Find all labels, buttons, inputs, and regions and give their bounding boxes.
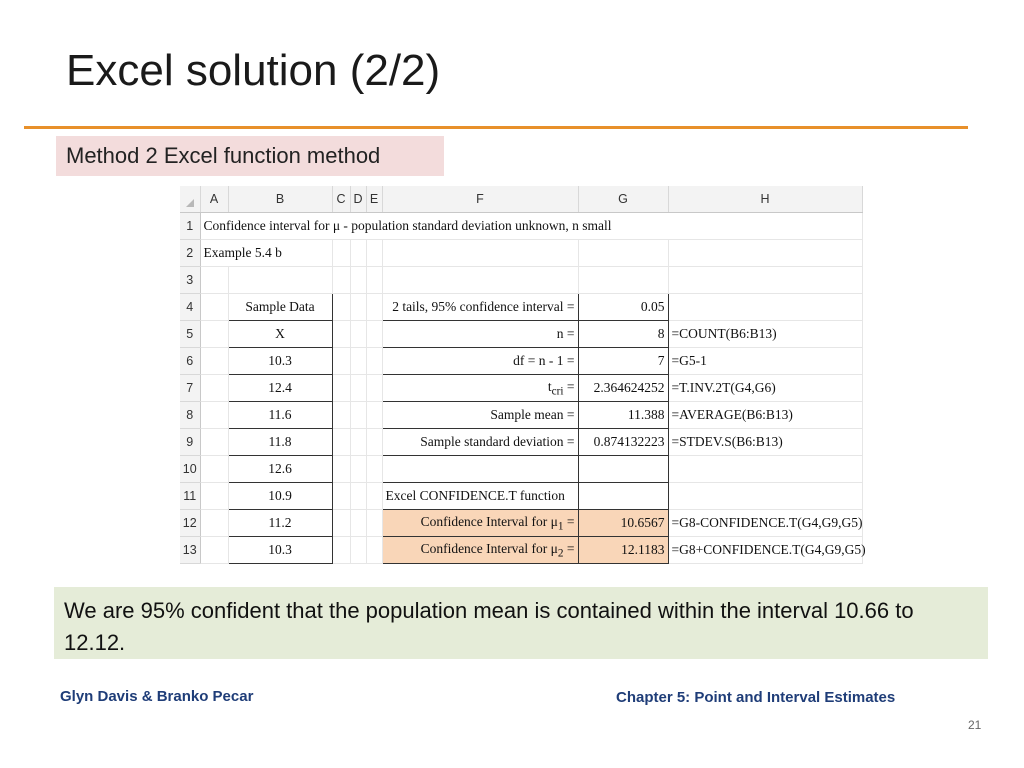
row-header[interactable]: 1 — [180, 213, 200, 240]
cell-g7-value[interactable]: 2.364624252 — [578, 375, 668, 402]
cell[interactable] — [668, 483, 862, 510]
cell-a1-title[interactable]: Confidence interval for μ - population standard deviation unknown, n small — [200, 213, 862, 240]
cell[interactable] — [366, 294, 382, 321]
cell[interactable] — [200, 483, 228, 510]
cell-h8-formula[interactable]: =AVERAGE(B6:B13) — [668, 402, 862, 429]
cell[interactable] — [668, 267, 862, 294]
column-header-e[interactable]: E — [366, 186, 382, 213]
cell[interactable] — [200, 402, 228, 429]
cell[interactable] — [366, 510, 382, 537]
cell-f12-label[interactable] — [382, 510, 578, 537]
cell[interactable] — [350, 429, 366, 456]
cell[interactable] — [382, 240, 578, 267]
row-header[interactable]: 7 — [180, 375, 200, 402]
ci1-equals: = — [563, 513, 575, 529]
cell-f13-label[interactable] — [382, 537, 578, 564]
cell[interactable] — [668, 456, 862, 483]
sheet-row — [180, 537, 862, 564]
cell[interactable] — [350, 321, 366, 348]
cell[interactable] — [350, 375, 366, 402]
spreadsheet-grid — [180, 186, 866, 564]
sample-value-cell[interactable]: 10.9 — [228, 483, 332, 510]
cell-h7-formula[interactable]: =T.INV.2T(G4,G6) — [668, 375, 862, 402]
cell-f4-label[interactable]: 2 tails, 95% confidence interval = — [382, 294, 578, 321]
page-number: 21 — [968, 718, 982, 732]
cell[interactable] — [366, 267, 382, 294]
cell-f6-label[interactable]: df = n - 1 = — [382, 348, 578, 375]
cell[interactable] — [350, 483, 366, 510]
sheet-row — [180, 456, 862, 483]
column-header-a[interactable]: A — [200, 186, 228, 213]
column-header-h[interactable]: H — [668, 186, 862, 213]
cell[interactable] — [200, 267, 228, 294]
cell[interactable] — [366, 537, 382, 564]
cell-f7-label[interactable] — [382, 375, 578, 402]
cell[interactable] — [366, 456, 382, 483]
cell[interactable] — [332, 321, 350, 348]
sheet-row — [180, 348, 862, 375]
cell[interactable] — [332, 240, 350, 267]
cell-g9-value[interactable]: 0.874132223 — [578, 429, 668, 456]
cell[interactable] — [332, 348, 350, 375]
row-header[interactable]: 8 — [180, 402, 200, 429]
sheet-row — [180, 294, 862, 321]
cell[interactable] — [382, 456, 578, 483]
cell[interactable] — [668, 240, 862, 267]
sheet-row — [180, 321, 862, 348]
cell[interactable] — [366, 240, 382, 267]
cell[interactable] — [350, 294, 366, 321]
tcri-equals: = — [563, 378, 575, 394]
cell[interactable] — [578, 483, 668, 510]
select-all-corner[interactable] — [180, 186, 200, 213]
ci1-label: Confidence Interval for μ — [420, 513, 558, 529]
cell[interactable] — [200, 456, 228, 483]
sample-value-cell[interactable]: 10.3 — [228, 537, 332, 564]
cell[interactable] — [366, 321, 382, 348]
row-header[interactable]: 5 — [180, 321, 200, 348]
cell-g8-value[interactable]: 11.388 — [578, 402, 668, 429]
cell-h9-formula[interactable]: =STDEV.S(B6:B13) — [668, 429, 862, 456]
cell-g12-value[interactable]: 10.6567 — [578, 510, 668, 537]
sheet-row — [180, 240, 862, 267]
sample-value-cell[interactable]: 12.4 — [228, 375, 332, 402]
row-header[interactable]: 10 — [180, 456, 200, 483]
ci2-subscript: 2 — [557, 547, 564, 560]
cell-g5-value[interactable]: 8 — [578, 321, 668, 348]
sample-value-cell[interactable]: 11.6 — [228, 402, 332, 429]
column-header-c[interactable]: C — [332, 186, 350, 213]
tcri-symbol: t — [547, 378, 552, 394]
column-header-g[interactable]: G — [578, 186, 668, 213]
cell[interactable] — [200, 429, 228, 456]
cell[interactable] — [332, 429, 350, 456]
ci1-subscript: 1 — [557, 520, 564, 533]
row-header[interactable]: 13 — [180, 537, 200, 564]
title-divider — [24, 126, 968, 129]
cell[interactable] — [200, 537, 228, 564]
cell[interactable] — [578, 267, 668, 294]
row-header[interactable]: 3 — [180, 267, 200, 294]
cell[interactable] — [350, 240, 366, 267]
conclusion-box: We are 95% confident that the population mean is contained within the interval 10.66 to 12.12. — [54, 587, 988, 659]
cell[interactable] — [200, 294, 228, 321]
sample-value-cell[interactable]: 11.8 — [228, 429, 332, 456]
footer-chapter: Chapter 5: Point and Interval Estimates — [616, 689, 896, 706]
cell-h5-formula[interactable]: =COUNT(B6:B13) — [668, 321, 862, 348]
row-header[interactable]: 6 — [180, 348, 200, 375]
cell-g13-value[interactable]: 12.1183 — [578, 537, 668, 564]
cell[interactable] — [200, 510, 228, 537]
cell[interactable] — [228, 267, 332, 294]
sheet-row — [180, 510, 862, 537]
tcri-subscript: cri — [551, 385, 564, 398]
cell[interactable] — [350, 402, 366, 429]
sheet-row — [180, 402, 862, 429]
cell[interactable] — [332, 375, 350, 402]
cell[interactable] — [366, 402, 382, 429]
spreadsheet-screenshot — [180, 186, 866, 578]
cell[interactable] — [578, 240, 668, 267]
cell[interactable] — [200, 348, 228, 375]
column-header-row — [180, 186, 862, 213]
cell-f9-label[interactable]: Sample standard deviation = — [382, 429, 578, 456]
cell[interactable] — [366, 483, 382, 510]
slide-title: Excel solution (2/2) — [66, 46, 441, 95]
method-label: Method 2 Excel function method — [56, 136, 444, 176]
column-header-d[interactable]: D — [350, 186, 366, 213]
row-header[interactable]: 2 — [180, 240, 200, 267]
sample-data-header[interactable]: Sample Data — [228, 294, 332, 321]
sample-variable-label[interactable]: X — [228, 321, 332, 348]
cell-f5-label[interactable]: n = — [382, 321, 578, 348]
cell-h13-formula[interactable]: =G8+CONFIDENCE.T(G4,G9,G5) — [668, 537, 862, 564]
sheet-row — [180, 375, 862, 402]
cell[interactable] — [366, 429, 382, 456]
cell[interactable] — [350, 537, 366, 564]
cell[interactable] — [332, 510, 350, 537]
cell-g6-value[interactable]: 7 — [578, 348, 668, 375]
cell[interactable] — [350, 456, 366, 483]
cell[interactable] — [366, 375, 382, 402]
cell[interactable] — [350, 510, 366, 537]
footer-authors: Glyn Davis & Branko Pecar — [60, 688, 254, 705]
cell[interactable] — [332, 294, 350, 321]
cell-g4-value[interactable]: 0.05 — [578, 294, 668, 321]
cell-h6-formula[interactable]: =G5-1 — [668, 348, 862, 375]
cell[interactable] — [350, 267, 366, 294]
cell[interactable] — [578, 456, 668, 483]
row-header[interactable]: 12 — [180, 510, 200, 537]
cell[interactable] — [200, 375, 228, 402]
sample-value-cell[interactable]: 11.2 — [228, 510, 332, 537]
cell[interactable] — [332, 483, 350, 510]
sheet-row — [180, 267, 862, 294]
cell[interactable] — [350, 348, 366, 375]
row-header[interactable]: 11 — [180, 483, 200, 510]
sheet-row — [180, 483, 862, 510]
cell-h4-formula[interactable] — [668, 294, 862, 321]
cell[interactable] — [382, 267, 578, 294]
sample-value-cell[interactable]: 10.3 — [228, 348, 332, 375]
select-all-icon — [186, 199, 194, 207]
cell-f11-label[interactable]: Excel CONFIDENCE.T function — [382, 483, 578, 510]
cell[interactable] — [332, 537, 350, 564]
cell[interactable] — [332, 402, 350, 429]
column-header-f[interactable]: F — [382, 186, 578, 213]
ci2-equals: = — [563, 540, 575, 556]
sheet-row — [180, 429, 862, 456]
ci2-label: Confidence Interval for μ — [420, 540, 558, 556]
row-header[interactable]: 9 — [180, 429, 200, 456]
sheet-row — [180, 213, 862, 240]
cell-h12-formula[interactable]: =G8-CONFIDENCE.T(G4,G9,G5) — [668, 510, 862, 537]
cell-f8-label[interactable]: Sample mean = — [382, 402, 578, 429]
column-header-b[interactable]: B — [228, 186, 332, 213]
cell[interactable] — [332, 456, 350, 483]
cell[interactable] — [366, 348, 382, 375]
cell-a2-example[interactable]: Example 5.4 b — [200, 240, 332, 267]
cell[interactable] — [332, 267, 350, 294]
cell[interactable] — [200, 321, 228, 348]
sample-value-cell[interactable]: 12.6 — [228, 456, 332, 483]
row-header[interactable]: 4 — [180, 294, 200, 321]
